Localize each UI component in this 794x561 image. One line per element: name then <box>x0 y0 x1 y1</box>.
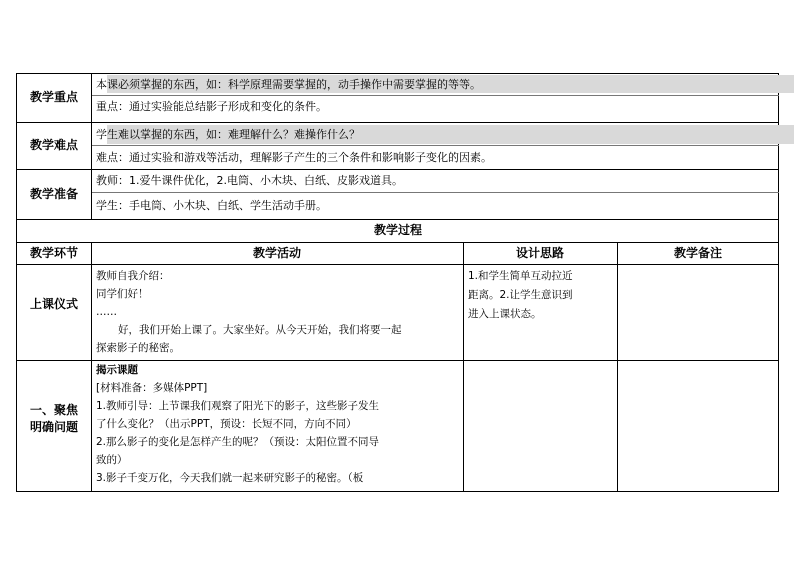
header-notes: 教学备注 <box>673 246 722 260</box>
divider <box>91 95 779 96</box>
stage2-activity <box>91 362 463 488</box>
activity-line: 了什么变化？（出示PPT，预设：长短不同，方向不同） <box>96 418 357 430</box>
divider <box>17 264 779 265</box>
divider <box>91 145 779 146</box>
stage2-label-line2: 明确问题 <box>29 420 78 434</box>
activity-line: 2.那么影子的变化是怎样产生的呢？（预设：太阳位置不同导 <box>96 436 380 448</box>
stage2-label-line1: 一、聚焦 <box>29 403 78 417</box>
activity-line: [材料准备：多媒体PPT] <box>96 382 208 394</box>
design-line: 1.和学生简单互动拉近 <box>468 270 573 282</box>
divider <box>17 242 779 243</box>
key-points-content: 重点：通过实验能总结影子形成和变化的条件。 <box>96 100 327 113</box>
stage1-label: 上课仪式 <box>29 297 78 311</box>
activity-line: 探索影子的秘密。 <box>96 342 180 354</box>
activity-line: 揭示课题 <box>96 364 138 376</box>
preparation-label: 教学准备 <box>29 187 78 201</box>
divider <box>91 192 779 193</box>
activity-line: 好，我们开始上课了。大家坐好。从今天开始，我们将要一起 <box>118 324 402 336</box>
divider <box>17 169 779 170</box>
activity-line: 3.影子千变万化，今天我们就一起来研究影子的秘密。（板 <box>96 472 364 484</box>
activity-line: …… <box>96 306 117 318</box>
activity-line: 同学们好！ <box>96 288 149 300</box>
activity-line: 教师自我介绍： <box>96 270 170 282</box>
key-points-note: 本课必须掌握的东西，如：科学原理需要掌握的，动手操作中需要掌握的等等。 <box>96 78 481 91</box>
header-activity: 教学活动 <box>252 246 301 260</box>
difficulties-note: 学生难以掌握的东西，如：难理解什么？难操作什么？ <box>96 128 360 141</box>
stage2-label <box>17 402 91 436</box>
design-line: 距离。2.让学生意识到 <box>468 289 573 301</box>
preparation-student: 学生：手电筒、小木块、白纸、学生活动手册。 <box>96 199 327 212</box>
lesson-plan-table <box>16 73 779 492</box>
col-divider <box>617 242 618 492</box>
header-design: 设计思路 <box>515 246 564 260</box>
design-line: 进入上课状态。 <box>468 308 542 320</box>
difficulties-content: 难点：通过实验和游戏等活动，理解影子产生的三个条件和影响影子变化的因素。 <box>96 151 492 164</box>
divider <box>17 360 779 361</box>
divider <box>17 122 779 123</box>
key-points-label: 教学重点 <box>29 90 78 104</box>
preparation-teacher: 教师：1.爱牛课件优化，2.电筒、小木块、白纸、皮影戏道具。 <box>96 174 403 187</box>
activity-line: 1.教师引导：上节课我们观察了阳光下的影子，这些影子发生 <box>96 400 380 412</box>
stage1-activity <box>91 268 463 358</box>
activity-line: 致的） <box>96 454 128 466</box>
divider <box>17 219 779 220</box>
header-stage: 教学环节 <box>29 246 78 260</box>
process-title: 教学过程 <box>373 223 422 237</box>
difficulties-label: 教学难点 <box>29 138 78 152</box>
stage1-design <box>463 268 617 325</box>
